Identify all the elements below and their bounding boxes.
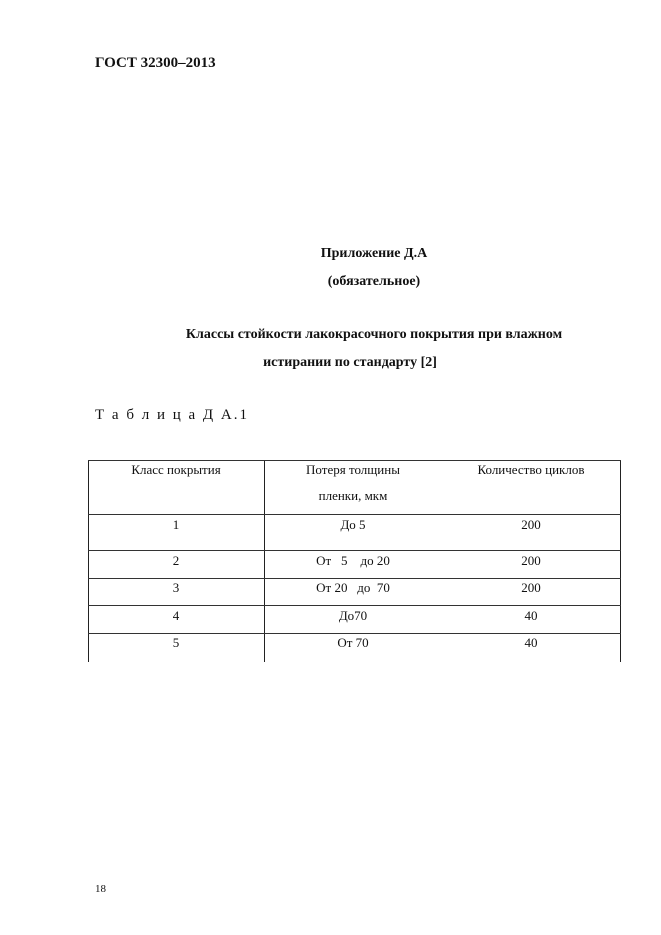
table-cell-thickness: От 70: [337, 635, 369, 650]
table-label: Т а б л и ц а Д А.1: [95, 407, 249, 423]
table-cell-cycles: 200: [521, 517, 541, 532]
table-cell-cycles: 40: [524, 635, 538, 650]
table-cell-class: 2: [172, 553, 180, 568]
table-cell-class: 3: [172, 580, 180, 595]
header-coating-class: Класс покрытия: [131, 462, 221, 477]
header-thickness-loss-line1: Потеря толщины: [306, 462, 400, 477]
document-header: ГОСТ 32300–2013: [95, 55, 216, 71]
table-cell-class: 4: [172, 608, 180, 623]
table-row-divider: [88, 550, 621, 551]
appendix-subtitle: (обязательное): [327, 274, 421, 289]
table-cell-cycles: 200: [521, 553, 541, 568]
table-row-divider: [88, 514, 621, 515]
table-cell-cycles: 200: [521, 580, 541, 595]
header-thickness-loss-line2: пленки, мкм: [318, 488, 388, 503]
table-row-divider: [88, 578, 621, 579]
table-cell-thickness: До 5: [340, 517, 366, 532]
table-cell-cycles: 40: [524, 608, 538, 623]
table-cell-class: 1: [172, 517, 180, 532]
table-row-divider: [88, 633, 621, 634]
table-heading-line2: истирании по стандарту [2]: [263, 355, 437, 370]
table-cell-thickness: От 5 до 20: [316, 553, 390, 568]
table-cell-thickness: От 20 до 70: [316, 580, 390, 595]
coating-class-table: [88, 460, 621, 662]
table-cell-class: 5: [172, 635, 180, 650]
table-cell-thickness: До70: [338, 608, 368, 623]
table-heading-line1: Классы стойкости лакокрасочного покрытия при влажном: [185, 327, 563, 342]
table-row-divider: [88, 605, 621, 606]
page-number: 18: [95, 883, 106, 895]
appendix-title: Приложение Д.А: [320, 246, 428, 261]
header-cycle-count: Количество циклов: [477, 462, 585, 477]
